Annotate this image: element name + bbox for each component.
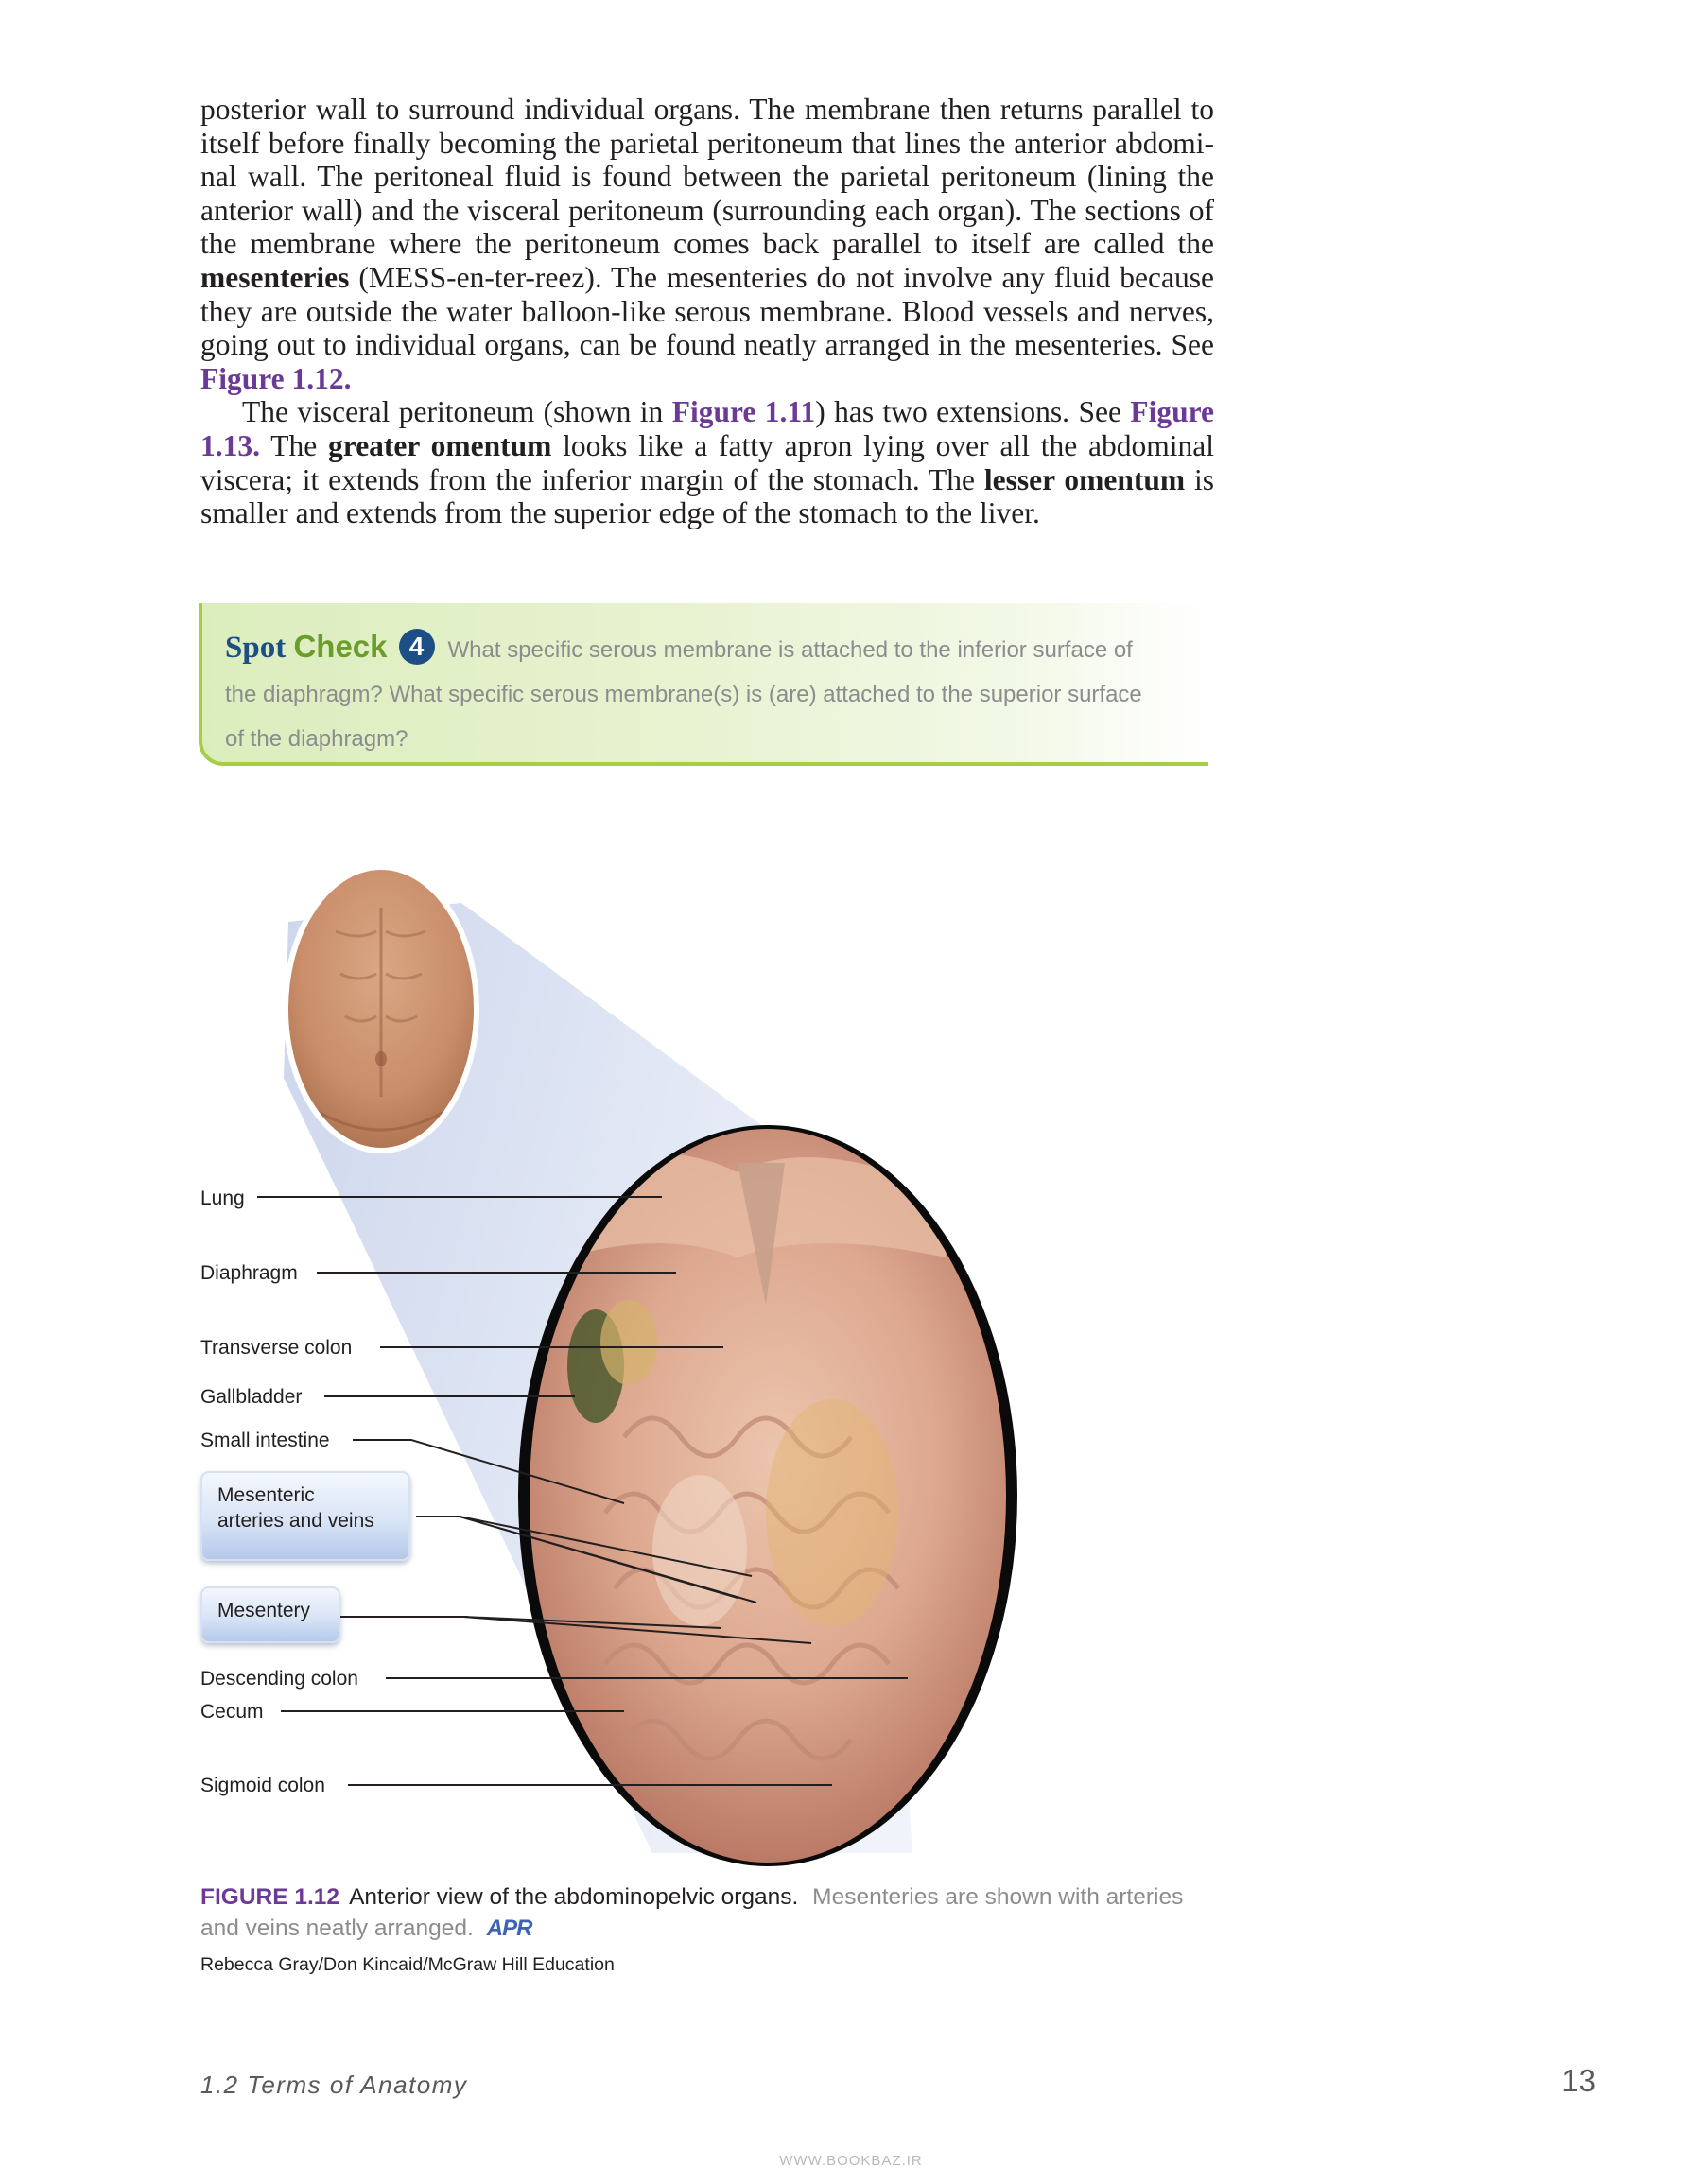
- label-lung: Lung: [200, 1187, 245, 1209]
- text-segment: looks like a fatty apron lying over all the abdominal viscera; it extends from the inferior margin of the stomach. The: [200, 428, 1215, 496]
- text-segment: ) has two extensions. See: [815, 395, 1131, 429]
- label-sigmoid-colon: Sigmoid colon: [200, 1775, 325, 1796]
- callout-text-line: arteries and veins: [217, 1510, 374, 1532]
- label-gallbladder: Gallbladder: [200, 1386, 303, 1408]
- text-segment: (MESS-en-ter-reez). The mesenteries do not involve any fluid because they are outside the water balloon-like serous membrane. Blood vessels and nerves, going out to individual organs, can be found neatly arranged in the mesenteries. See: [200, 260, 1214, 362]
- text-segment: posterior wall to surround individual organs. The membrane then returns parallel to itself before finally becoming the parietal peritoneum that lines the anterior abdomi-nal wall. The peritoneal fluid is found between the parietal peritoneum (lining the anterior wall) and the visceral peritoneum (surrounding each organ). The sections of the membrane where the peritoneum comes back parallel to itself are called the: [200, 93, 1214, 261]
- spot-check-box: [199, 603, 1208, 766]
- key-term: lesser omentum: [983, 462, 1186, 496]
- text-segment: The visceral peritoneum (shown in: [242, 395, 672, 429]
- callout-mesenteric-arteries-veins: [200, 1471, 410, 1561]
- text-segment: The: [260, 428, 329, 462]
- spot-check-title: [225, 631, 388, 665]
- body-text: [200, 93, 1214, 530]
- figure-reference-link[interactable]: Figure 1.12.: [200, 361, 352, 395]
- callout-text-line: Mesenteric: [217, 1484, 315, 1506]
- torso-inset-image: [284, 851, 478, 1151]
- figure-title: Anterior view of the abdominopelvic organs.: [349, 1884, 799, 1910]
- key-term: mesenteries: [200, 260, 350, 294]
- spot-check-title-word: Spot: [225, 631, 287, 665]
- page-number: 13: [1561, 2063, 1596, 2098]
- figure-credit: Rebecca Gray/Don Kincaid/McGraw Hill Education: [200, 1954, 615, 1975]
- label-small-intestine: Small intestine: [200, 1430, 330, 1451]
- label-descending-colon: Descending colon: [200, 1668, 358, 1690]
- spot-check-question: What specific serous membrane is attached to the inferior surface of the diaphragm? What specific serous membrane(s) is (are) attached to the superior surface of the diaphragm?: [225, 637, 1142, 752]
- figure-reference-link[interactable]: Figure 1.11: [671, 395, 816, 429]
- watermark: WWW.BOOKBAZ.IR: [779, 2153, 923, 2169]
- figure-description: Mesenteries are shown with arteries and veins neatly arranged.: [200, 1884, 1184, 1941]
- label-cecum: Cecum: [200, 1701, 264, 1723]
- spot-check-number-badge: 4: [399, 629, 435, 665]
- figure-reference-link[interactable]: Figure 1.13.: [200, 395, 1215, 462]
- figure-caption: [200, 1881, 1212, 1944]
- key-term: greater omentum: [328, 428, 552, 462]
- text-segment: is smaller and extends from the superior edge of the stomach to the liver.: [200, 462, 1214, 530]
- paragraph: [200, 93, 1214, 395]
- section-footer: 1.2 Terms of Anatomy: [200, 2071, 468, 2099]
- label-transverse-colon: Transverse colon: [200, 1337, 353, 1359]
- callout-text-line: Mesentery: [217, 1600, 311, 1621]
- callout-mesentery: [200, 1586, 340, 1643]
- paragraph: [200, 395, 1214, 529]
- spot-check-title-word: Check: [293, 629, 388, 664]
- apr-badge-icon[interactable]: APR: [486, 1915, 532, 1941]
- label-diaphragm: Diaphragm: [200, 1262, 298, 1284]
- figure-number: FIGURE 1.12: [200, 1884, 340, 1910]
